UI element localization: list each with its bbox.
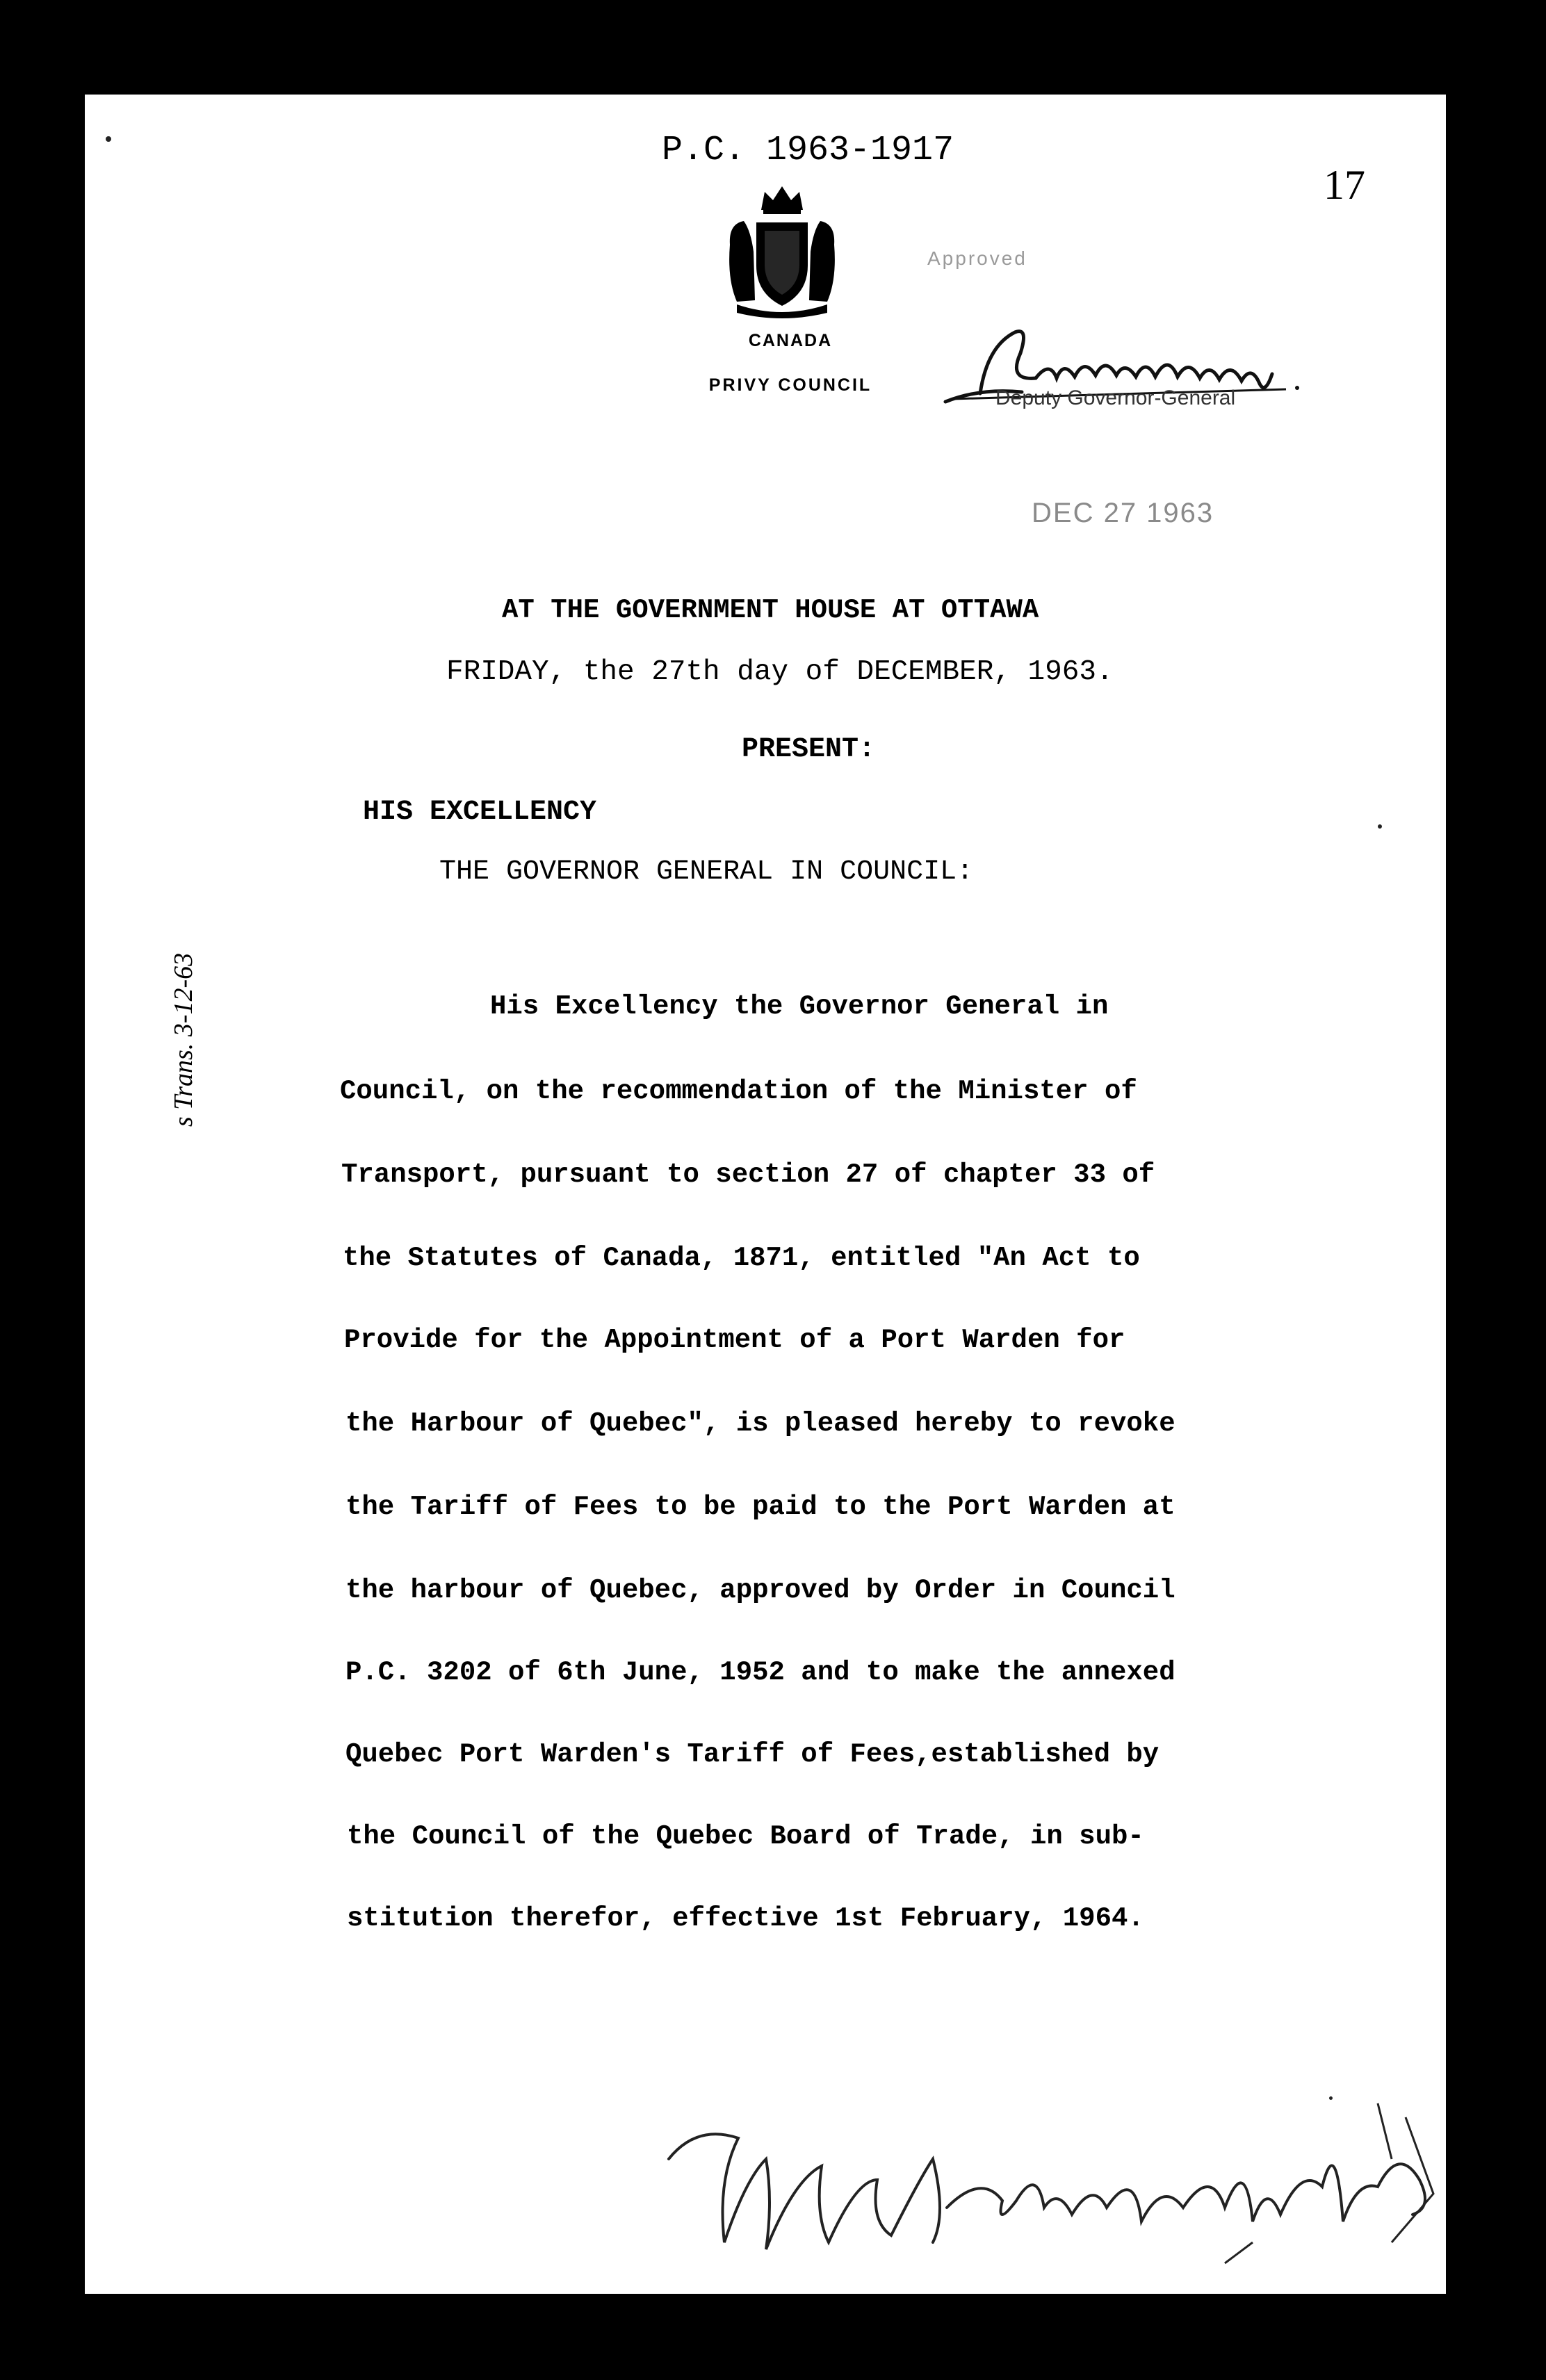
- date-line: FRIDAY, the 27th day of DECEMBER, 1963.: [446, 656, 1114, 688]
- body-line: the Tariff of Fees to be paid to the Port Warden at: [345, 1492, 1175, 1522]
- body-line: Council, on the recommendation of the Minister of: [340, 1076, 1137, 1107]
- document-page: [85, 95, 1446, 2294]
- margin-note: s Trans. 3-12-63: [169, 952, 198, 1127]
- privy-council-label: PRIVY COUNCIL: [708, 375, 872, 395]
- canada-coat-of-arms-icon: [723, 182, 841, 321]
- deputy-governor-title: Deputy Governor-General: [995, 386, 1236, 409]
- body-line: the Harbour of Quebec", is pleased hereby to revoke: [345, 1408, 1175, 1439]
- body-line: P.C. 3202 of 6th June, 1952 and to make the annexed: [345, 1657, 1175, 1688]
- body-line: Provide for the Appointment of a Port Warden for: [344, 1325, 1125, 1355]
- body-line: Quebec Port Warden's Tariff of Fees,established by: [345, 1739, 1160, 1770]
- present-heading: PRESENT:: [742, 734, 876, 765]
- his-excellency-heading: HIS EXCELLENCY: [363, 797, 597, 828]
- order-number: P.C. 1963-1917: [662, 131, 954, 170]
- page-number: 17: [1324, 162, 1365, 208]
- body-line: the Council of the Quebec Board of Trade, in sub-: [347, 1821, 1144, 1852]
- date-stamp: DEC 27 1963: [1032, 498, 1214, 528]
- body-line: Transport, pursuant to section 27 of chapter 33 of: [341, 1159, 1155, 1190]
- approved-stamp: Approved: [927, 247, 1027, 269]
- governor-in-council-heading: THE GOVERNOR GENERAL IN COUNCIL:: [439, 856, 974, 888]
- body-line: the Statutes of Canada, 1871, entitled "An Act to: [343, 1243, 1140, 1273]
- clerk-signature: [655, 2076, 1446, 2284]
- body-line: the harbour of Quebec, approved by Order in Council: [345, 1575, 1175, 1606]
- body-line: stitution therefor, effective 1st February, 1964.: [347, 1903, 1144, 1934]
- body-line: His Excellency the Governor General in: [490, 991, 1109, 1022]
- canada-label: CANADA: [748, 331, 833, 350]
- location-heading: AT THE GOVERNMENT HOUSE AT OTTAWA: [502, 595, 1039, 626]
